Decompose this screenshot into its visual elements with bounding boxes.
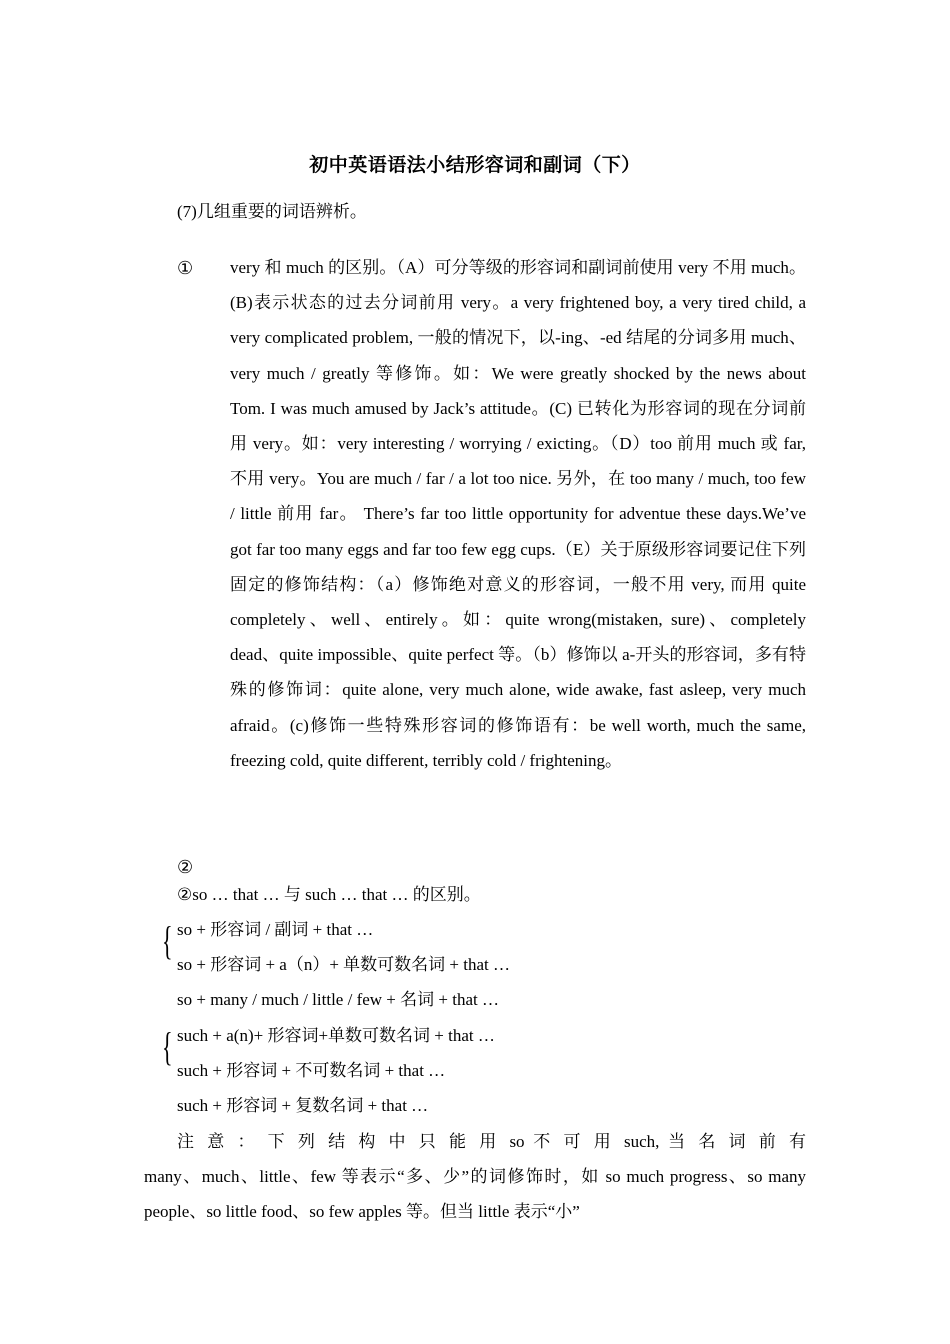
such-brace: { — [162, 1024, 173, 1069]
so-line-1: so + 形容词 / 副词 + that … — [177, 920, 374, 939]
note-paragraph — [144, 1124, 806, 1230]
so-line-2: so + 形容词 + a（n）+ 单数可数名词 + that … — [177, 955, 511, 974]
item-heading-2: ②so … that … 与 such … that … 的区别。 — [177, 885, 481, 904]
page-title: 初中英语语法小结形容词和副词（下） — [309, 155, 641, 176]
section-subtitle: (7)几组重要的词语辨析。 — [177, 202, 367, 221]
item-number-2: ② — [177, 857, 194, 877]
item-body-1: very 和 much 的区别。（A）可分等级的形容词和副词前使用 very 不用 much。(B)表示状态的过去分词前用 very。a very frightened boy, a very tired child, a very complicated problem, 一般的情况下，以-ing、-ed 结尾的分词多用 much、very much / greatly 等修饰。如：We were greatly shocked by the news about Tom. I was much amused by Jack’s attitude。(C) 已转化为形容词的现在分词前用 very。如：very interesting / worrying / exicting。（D）too 前用 much 或 far, 不用 very。You are much / far / a lot too nice. 另外，在 too many / much, too few / little 前用 far。 There’s far too little opportunity for adventue these days.We’ve got far too many eggs and far too few egg cups.（E）关于原级形容词要记住下列固定的修饰结构：（a）修饰绝对意义的形容词，一般不用 very, 而用 quite completely、well、entirely。如：quite wrong(mistaken, sure)、completely dead、quite impossible、quite perfect 等。（b）修饰以 a-开头的形容词，多有特殊的修饰词：quite alone, very much alone, wide awake, fast asleep, very much afraid。(c)修饰一些特殊形容词的修饰语有：be well worth, much the same, freezing cold, quite different, terribly cold / frightening。 — [230, 258, 806, 770]
note-first-line: 注 意 ： 下 列 结 构 中 只 能 用 so 不 可 用 such, 当 名 词 前 有 — [177, 1132, 806, 1151]
item-number-1: ① — [177, 258, 194, 278]
so-line-3: so + many / much / little / few + 名词 + that … — [177, 990, 499, 1009]
such-line-1: such + a(n)+ 形容词+单数可数名词 + that … — [177, 1026, 495, 1045]
such-line-2: such + 形容词 + 不可数名词 + that … — [177, 1061, 446, 1080]
so-brace: { — [162, 918, 173, 963]
note-rest: many、much、little、few 等表示“多、少”的词修饰时，如 so much progress、so many people、so little food、so few apples 等。但当 little 表示“小” — [144, 1167, 806, 1222]
such-line-3: such + 形容词 + 复数名词 + that … — [177, 1096, 429, 1115]
